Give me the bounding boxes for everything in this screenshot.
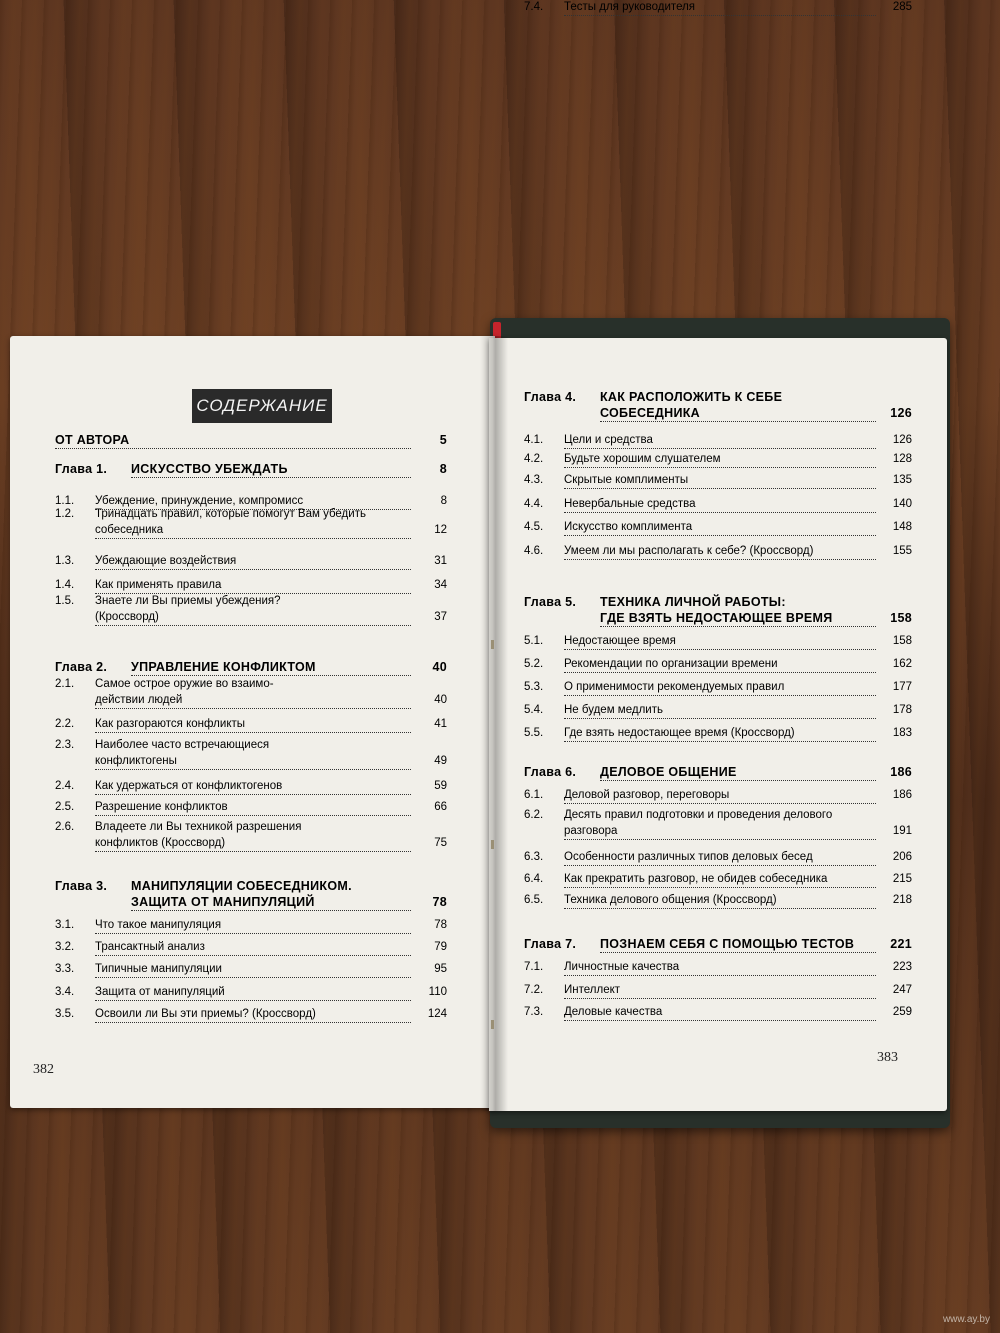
toc-section-entry [55,918,447,934]
toc-entry-title: О применимости рекомендуемых правил [564,680,876,696]
toc-chapter-entry [524,937,912,953]
toc-section-entry [524,872,912,888]
toc-entry-title-continued: конфликтов (Кроссворд) [95,836,411,852]
toc-section-entry [55,820,447,852]
toc-page-number: 158 [892,635,912,647]
toc-section-entry [524,788,912,804]
left-page-number: 382 [33,1062,54,1077]
toc-entry-number: 1.1. [55,495,75,507]
toc-page-number: 49 [434,755,447,767]
toc-section-entry [524,680,912,696]
toc-entry-title: Защита от манипуляций [95,985,411,1001]
toc-entry-title: Как разгораются конфликты [95,717,411,733]
toc-entry-number: 2.4. [55,780,75,792]
toc-section-entry [524,520,912,536]
toc-entry-title: Цели и средства [564,433,876,449]
toc-entry-title-continued: ГДЕ ВЗЯТЬ НЕДОСТАЮЩЕЕ ВРЕМЯ [600,611,876,627]
toc-page-number: 140 [892,498,912,510]
toc-entry-title: Трансактный анализ [95,940,411,956]
toc-section-entry [55,779,447,795]
toc-entry-number: Глава 7. [524,937,577,951]
toc-entry-title-continued: собеседника [95,523,411,539]
toc-page-number: 31 [434,555,447,567]
toc-entry-title: Владеете ли Вы техникой разрешения [95,821,302,833]
toc-entry-title: Будьте хорошим слушателем [564,452,876,468]
toc-entry-title: Не будем медлить [564,703,876,719]
toc-entry-title: ПОЗНАЕМ СЕБЯ С ПОМОЩЬЮ ТЕСТОВ [600,937,876,953]
toc-section-entry [55,677,447,709]
toc-entry-title: УПРАВЛЕНИЕ КОНФЛИКТОМ [131,660,411,676]
toc-entry-title: Самое острое оружие во взаимо- [95,678,274,690]
toc-page-number: 40 [432,660,447,674]
toc-entry-number: 3.2. [55,941,75,953]
toc-entry-title: Разрешение конфликтов [95,800,411,816]
right-page-number: 383 [877,1050,898,1065]
toc-page-number: 95 [434,963,447,975]
toc-entry-title: Рекомендации по организации времени [564,657,876,673]
toc-section-entry [524,657,912,673]
toc-section-entry [524,0,912,16]
toc-page-number: 41 [434,718,447,730]
toc-entry-number: 6.2. [524,809,544,821]
toc-page-number: 37 [434,611,447,623]
toc-page-number: 12 [434,524,447,536]
toc-entry-title: Знаете ли Вы приемы убеждения? [95,595,281,607]
toc-entry-title-continued: действии людей [95,693,411,709]
toc-entry-title: Умеем ли мы располагать к себе? (Кроссворд) [564,544,876,560]
toc-section-entry [55,578,447,594]
toc-section-entry [524,703,912,719]
toc-entry-number: 1.2. [55,508,75,520]
toc-entry-number: 7.2. [524,984,544,996]
toc-entry-title: ОТ АВТОРА [55,433,411,449]
toc-page-number: 78 [432,895,447,909]
toc-entry-number: 4.1. [524,434,544,446]
toc-entry-title: Интеллект [564,983,876,999]
toc-section-entry [524,726,912,742]
toc-page-number: 259 [892,1006,912,1018]
toc-section-entry [524,850,912,866]
toc-section-entry [524,433,912,449]
toc-section-entry [524,893,912,909]
toc-entry-title: Где взять недостающее время (Кроссворд) [564,726,876,742]
toc-entry-title: Наиболее часто встречающиеся [95,739,270,751]
toc-section-entry [524,1005,912,1021]
toc-entry-number: 4.5. [524,521,544,533]
binding-stitch [491,1020,494,1029]
toc-section-entry [55,554,447,570]
toc-section-entry [55,962,447,978]
toc-chapter-entry [55,660,447,676]
contents-heading: СОДЕРЖАНИЕ [192,389,332,423]
toc-page-number: 40 [434,694,447,706]
binding-stitch [491,640,494,649]
toc-entry-number: 6.3. [524,851,544,863]
toc-entry-number: 5.4. [524,704,544,716]
toc-chapter-entry [55,879,447,911]
toc-entry-number: 2.1. [55,678,75,690]
toc-entry-number: 6.1. [524,789,544,801]
watermark: www.ay.by [942,1314,990,1325]
toc-section-entry [524,983,912,999]
toc-chapter-entry [524,595,912,627]
toc-entry-title: Что такое манипуляция [95,918,411,934]
toc-entry-title: Деловые качества [564,1005,876,1021]
toc-section-entry [524,452,912,468]
toc-chapter-entry [55,433,447,449]
toc-section-entry [55,800,447,816]
toc-page-number: 285 [892,1,912,13]
toc-page-number: 206 [892,851,912,863]
toc-entry-number: 5.5. [524,727,544,739]
toc-page-number: 79 [434,941,447,953]
toc-entry-number: 3.3. [55,963,75,975]
toc-entry-title: Невербальные средства [564,497,876,513]
toc-page-number: 178 [892,704,912,716]
toc-section-entry [55,738,447,770]
toc-entry-number: Глава 6. [524,765,577,779]
toc-page-number: 183 [892,727,912,739]
toc-page-number: 124 [427,1008,447,1020]
toc-entry-title-continued: ЗАЩИТА ОТ МАНИПУЛЯЦИЙ [131,895,411,911]
toc-entry-title: Техника делового общения (Кроссворд) [564,893,876,909]
toc-page-number: 158 [890,611,912,625]
toc-entry-title: ДЕЛОВОЕ ОБЩЕНИЕ [600,765,876,781]
toc-page-number: 135 [892,474,912,486]
toc-section-entry [524,634,912,650]
toc-entry-number: 5.3. [524,681,544,693]
toc-page-number: 148 [892,521,912,533]
toc-entry-title: Деловой разговор, переговоры [564,788,876,804]
toc-page-number: 221 [890,937,912,951]
toc-entry-title-continued: (Кроссворд) [95,610,411,626]
toc-page-number: 128 [892,453,912,465]
toc-entry-number: 1.4. [55,579,75,591]
toc-entry-title: Как применять правила [95,578,411,594]
toc-section-entry [524,497,912,513]
toc-page-number: 177 [892,681,912,693]
toc-page-number: 66 [434,801,447,813]
toc-entry-title: Как прекратить разговор, не обидев собеседника [564,872,876,888]
toc-entry-number: 2.5. [55,801,75,813]
binding-stitch [491,840,494,849]
toc-section-entry [55,1007,447,1023]
toc-entry-title: Десять правил подготовки и проведения делового [564,809,833,821]
toc-entry-number: 1.3. [55,555,75,567]
toc-entry-title: Тринадцать правил, которые помогут Вам убедить [95,508,366,520]
toc-page-number: 191 [892,825,912,837]
toc-page-number: 78 [434,919,447,931]
toc-page-number: 223 [892,961,912,973]
toc-chapter-entry [524,390,912,422]
toc-page-number: 8 [440,495,447,507]
toc-section-entry [524,473,912,489]
toc-entry-number: Глава 4. [524,390,577,404]
toc-entry-title: Недостающее время [564,634,876,650]
toc-entry-title: Скрытые комплименты [564,473,876,489]
toc-entry-title: КАК РАСПОЛОЖИТЬ К СЕБЕ [600,390,783,404]
toc-section-entry [524,544,912,560]
toc-page-number: 8 [439,462,447,476]
toc-page-number: 126 [892,434,912,446]
toc-page-number: 186 [890,765,912,779]
toc-entry-title-continued: конфликтогены [95,754,411,770]
toc-chapter-entry [55,462,447,478]
toc-page-number: 110 [428,986,447,998]
toc-entry-number: 1.5. [55,595,75,607]
toc-page-number: 59 [434,780,447,792]
toc-entry-title: Освоили ли Вы эти приемы? (Кроссворд) [95,1007,411,1023]
toc-entry-title-continued: разговора [564,824,876,840]
toc-entry-number: 2.6. [55,821,75,833]
toc-entry-number: 4.3. [524,474,544,486]
toc-entry-number: Глава 1. [55,462,108,476]
toc-entry-title: Личностные качества [564,960,876,976]
toc-page-number: 126 [890,406,912,420]
toc-entry-number: 3.1. [55,919,75,931]
toc-page-number: 155 [892,545,912,557]
toc-entry-number: 4.6. [524,545,544,557]
toc-entry-number: 3.4. [55,986,75,998]
toc-section-entry [55,717,447,733]
toc-entry-title: ИСКУССТВО УБЕЖДАТЬ [131,462,411,478]
toc-entry-number: 2.3. [55,739,75,751]
toc-page-number: 218 [892,894,912,906]
toc-entry-number: 6.5. [524,894,544,906]
toc-entry-title: Искусство комплимента [564,520,876,536]
toc-section-entry [55,985,447,1001]
toc-entry-number: 7.1. [524,961,544,973]
toc-entry-number: 4.2. [524,453,544,465]
toc-entry-number: 4.4. [524,498,544,510]
toc-entry-number: Глава 3. [55,879,108,893]
toc-section-entry [524,960,912,976]
toc-section-entry [524,808,912,840]
toc-entry-number: 3.5. [55,1008,75,1020]
toc-page-number: 34 [434,579,447,591]
toc-section-entry [55,507,447,539]
toc-page-number: 247 [892,984,912,996]
toc-entry-number: Глава 2. [55,660,108,674]
toc-page-number: 162 [892,658,912,670]
toc-entry-number: 6.4. [524,873,544,885]
toc-entry-title: Типичные манипуляции [95,962,411,978]
toc-page-number: 75 [434,837,447,849]
toc-entry-number: 7.4. [524,1,544,13]
toc-section-entry [55,940,447,956]
toc-chapter-entry [524,765,912,781]
toc-entry-number: Глава 5. [524,595,577,609]
toc-page-number: 5 [439,433,447,447]
toc-entry-title: Особенности различных типов деловых бесед [564,850,876,866]
toc-entry-number: 7.3. [524,1006,544,1018]
book-gutter [480,336,508,1111]
toc-page-number: 215 [892,873,912,885]
toc-entry-title: Убеждение, принуждение, компромисс [95,494,411,510]
toc-entry-number: 2.2. [55,718,75,730]
toc-entry-number: 5.2. [524,658,544,670]
toc-entry-title: ТЕХНИКА ЛИЧНОЙ РАБОТЫ: [600,595,786,609]
toc-entry-title: Убеждающие воздействия [95,554,411,570]
toc-section-entry [55,594,447,626]
toc-entry-title: Как удержаться от конфликтогенов [95,779,411,795]
toc-entry-number: 5.1. [524,635,544,647]
toc-entry-title-continued: СОБЕСЕДНИКА [600,406,876,422]
toc-page-number: 186 [892,789,912,801]
toc-entry-title: МАНИПУЛЯЦИИ СОБЕСЕДНИКОМ. [131,879,352,893]
toc-entry-title: Тесты для руководителя [564,0,876,16]
